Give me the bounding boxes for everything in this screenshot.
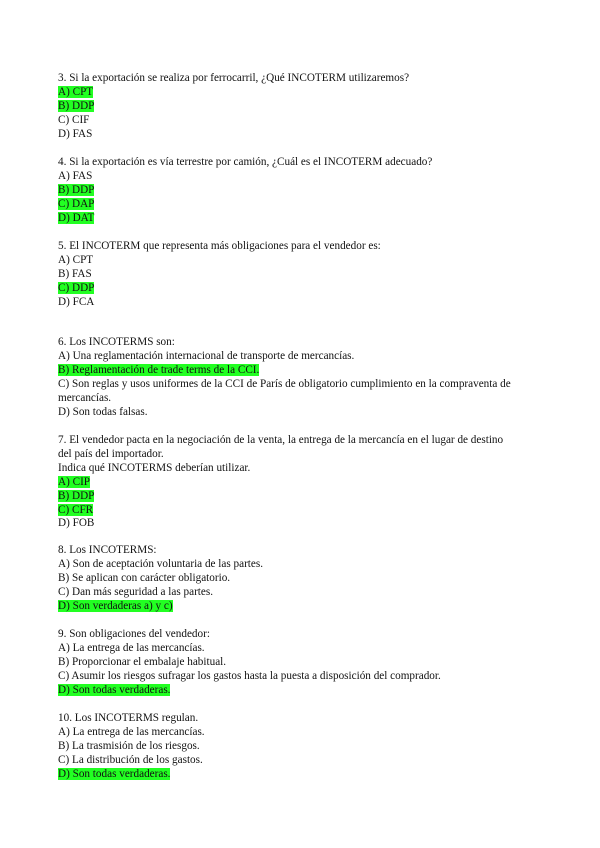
answer-option-c: C) CIF — [58, 113, 90, 126]
question-text: 10. Los INCOTERMS regulan. — [58, 712, 199, 724]
answer-option-b: B) FAS — [58, 267, 92, 280]
answer-option-b: B) DDP — [58, 99, 95, 112]
answer-option-b: B) DDP — [58, 489, 95, 502]
answer-option-c: C) La distribución de los gastos. — [58, 753, 203, 766]
answer-option-c: C) DAP — [58, 197, 95, 210]
answer-option-d: D) Son todas verdaderas. — [58, 683, 171, 696]
answer-option-a: A) La entrega de las mercancías. — [58, 641, 205, 654]
answer-option-c: C) CFR — [58, 503, 94, 516]
question-text: 5. El INCOTERM que representa más obligaciones para el vendedor es: — [58, 240, 381, 252]
answer-option-d: D) FCA — [58, 295, 95, 308]
question-4 — [58, 156, 560, 226]
answer-option-a: A) FAS — [58, 169, 93, 182]
answer-option-d: D) FAS — [58, 127, 93, 140]
answer-option-a: A) Una reglamentación internacional de transporte de mercancías. — [58, 349, 355, 362]
answer-option-c: C) Son reglas y usos uniformes de la CCI de París de obligatorio cumplimiento en la compraventa de mercancías. — [58, 377, 511, 404]
answer-option-d: D) Son todas verdaderas. — [58, 767, 171, 780]
question-6 — [58, 336, 560, 419]
question-text: 9. Son obligaciones del vendedor: — [58, 628, 210, 640]
question-3 — [58, 72, 560, 142]
answer-option-d: D) Son todas falsas. — [58, 405, 148, 418]
answer-option-a: A) La entrega de las mercancías. — [58, 725, 205, 738]
question-7 — [58, 434, 560, 531]
question-text: 8. Los INCOTERMS: — [58, 544, 157, 556]
answer-option-c: C) Dan más seguridad a las partes. — [58, 585, 214, 598]
question-10 — [58, 712, 560, 782]
question-8 — [58, 544, 560, 614]
question-text: 3. Si la exportación se realiza por ferrocarril, ¿Qué INCOTERM utilizaremos? — [58, 72, 410, 84]
question-5 — [58, 240, 560, 310]
answer-option-a: A) Son de aceptación voluntaria de las partes. — [58, 557, 264, 570]
answer-option-b: B) Se aplican con carácter obligatorio. — [58, 571, 231, 584]
answer-option-c: C) Asumir los riesgos sufragar los gastos hasta la puesta a disposición del comprador. — [58, 669, 441, 682]
question-text: 6. Los INCOTERMS son: — [58, 336, 175, 348]
question-9 — [58, 628, 560, 698]
answer-option-a: A) CPT — [58, 85, 94, 98]
answer-option-d: D) FOB — [58, 517, 95, 530]
question-text: 4. Si la exportación es vía terrestre por camión, ¿Cuál es el INCOTERM adecuado? — [58, 156, 433, 168]
answer-option-b: B) Reglamentación de trade terms de la CCI. — [58, 363, 260, 376]
answer-option-b: B) Proporcionar el embalaje habitual. — [58, 655, 227, 668]
answer-option-a: A) CPT — [58, 253, 94, 266]
answer-option-d: D) DAT — [58, 211, 95, 224]
answer-option-d: D) Son verdaderas a) y c) — [58, 599, 173, 612]
answer-option-b: B) DDP — [58, 183, 95, 196]
answer-option-a: A) CIP — [58, 475, 91, 488]
question-text: 7. El vendedor pacta en la negociación de la venta, la entrega de la mercancía en el lugar de destino del país del importador. — [58, 434, 504, 460]
question-instruction: Indica qué INCOTERMS deberían utilizar. — [58, 461, 251, 474]
answer-option-b: B) La trasmisión de los riesgos. — [58, 739, 200, 752]
answer-option-c: C) DDP — [58, 281, 95, 294]
